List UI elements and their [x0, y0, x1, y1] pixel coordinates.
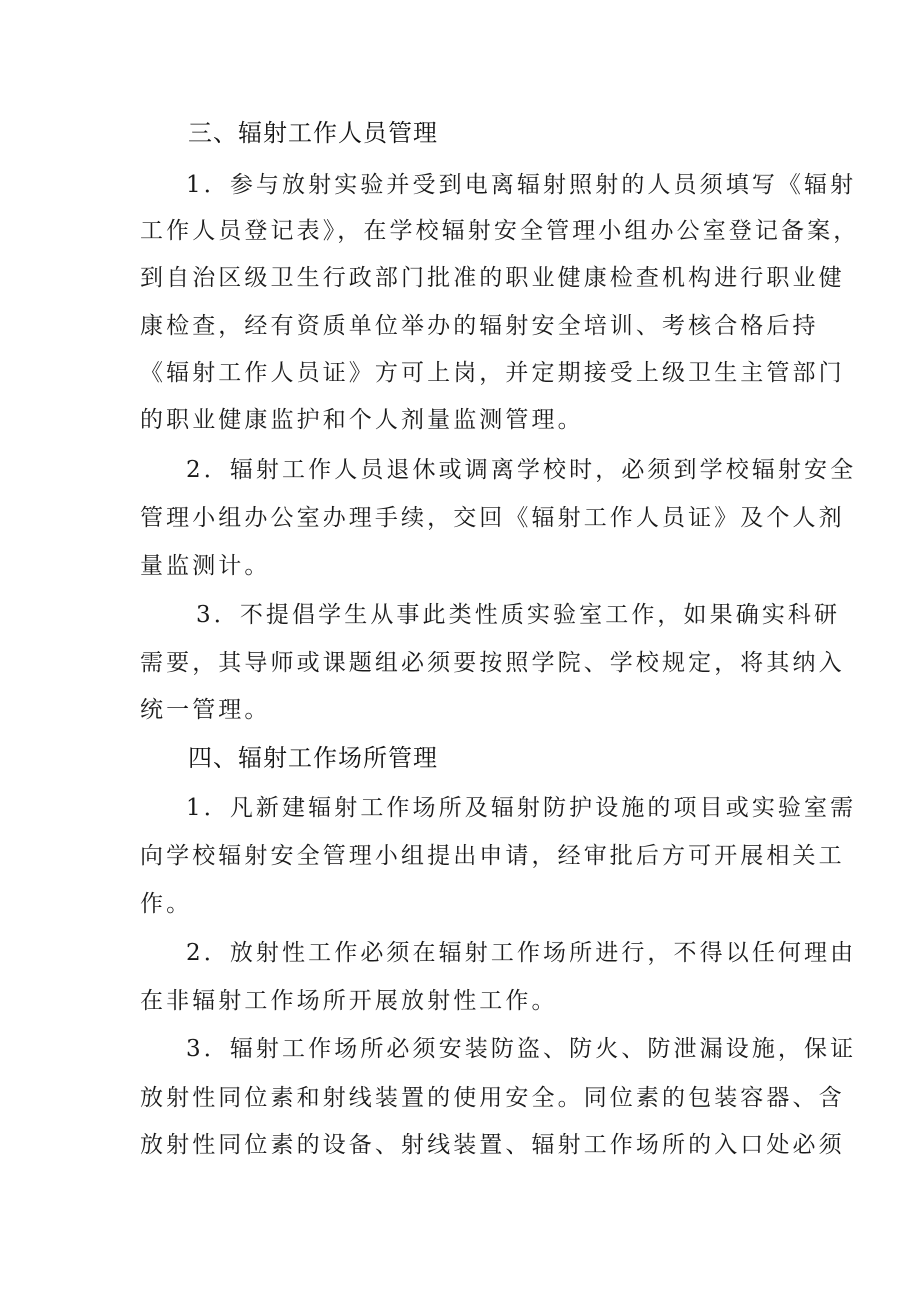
- text-line: 统一管理。: [140, 697, 271, 723]
- text-line: 量监测计。: [140, 553, 271, 579]
- text-line: 放射性同位素的设备、射线装置、辐射工作场所的入口处必须: [140, 1132, 845, 1158]
- text-line: 管理小组办公室办理手续，交回《辐射工作人员证》及个人剂: [140, 505, 845, 531]
- text-line: 向学校辐射安全管理小组提出申请，经审批后方可开展相关工: [140, 843, 845, 869]
- text-line: 康检查，经有资质单位举办的辐射安全培训、考核合格后持: [140, 313, 819, 339]
- text-line: 作。: [140, 891, 193, 917]
- text-line: 到自治区级卫生行政部门批准的职业健康检查机构进行职业健: [140, 265, 845, 291]
- text-line: 3．辐射工作场所必须安装防盗、防火、防泄漏设施，保证: [186, 1036, 857, 1062]
- text-line: 在非辐射工作场所开展放射性工作。: [140, 988, 558, 1014]
- section-heading-3: 三、辐射工作人员管理: [188, 119, 438, 147]
- text-line: 《辐射工作人员证》方可上岗，并定期接受上级卫生主管部门: [140, 360, 845, 386]
- text-line: 的职业健康监护和个人剂量监测管理。: [140, 407, 584, 433]
- text-line: 需要，其导师或课题组必须要按照学院、学校规定，将其纳入: [140, 650, 845, 676]
- text-line: 1．参与放射实验并受到电离辐射照射的人员须填写《辐射: [186, 172, 857, 198]
- text-line: 2．放射性工作必须在辐射工作场所进行，不得以任何理由: [186, 940, 857, 966]
- text-line: 3．不提倡学生从事此类性质实验室工作，如果确实科研: [196, 602, 841, 628]
- section-heading-4: 四、辐射工作场所管理: [188, 744, 438, 772]
- text-line: 1．凡新建辐射工作场所及辐射防护设施的项目或实验室需: [186, 795, 857, 821]
- text-line: 工作人员登记表》，在学校辐射安全管理小组办公室登记备案，: [140, 218, 860, 244]
- text-line: 2．辐射工作人员退休或调离学校时，必须到学校辐射安全: [186, 457, 857, 483]
- text-line: 放射性同位素和射线装置的使用安全。同位素的包装容器、含: [140, 1085, 845, 1111]
